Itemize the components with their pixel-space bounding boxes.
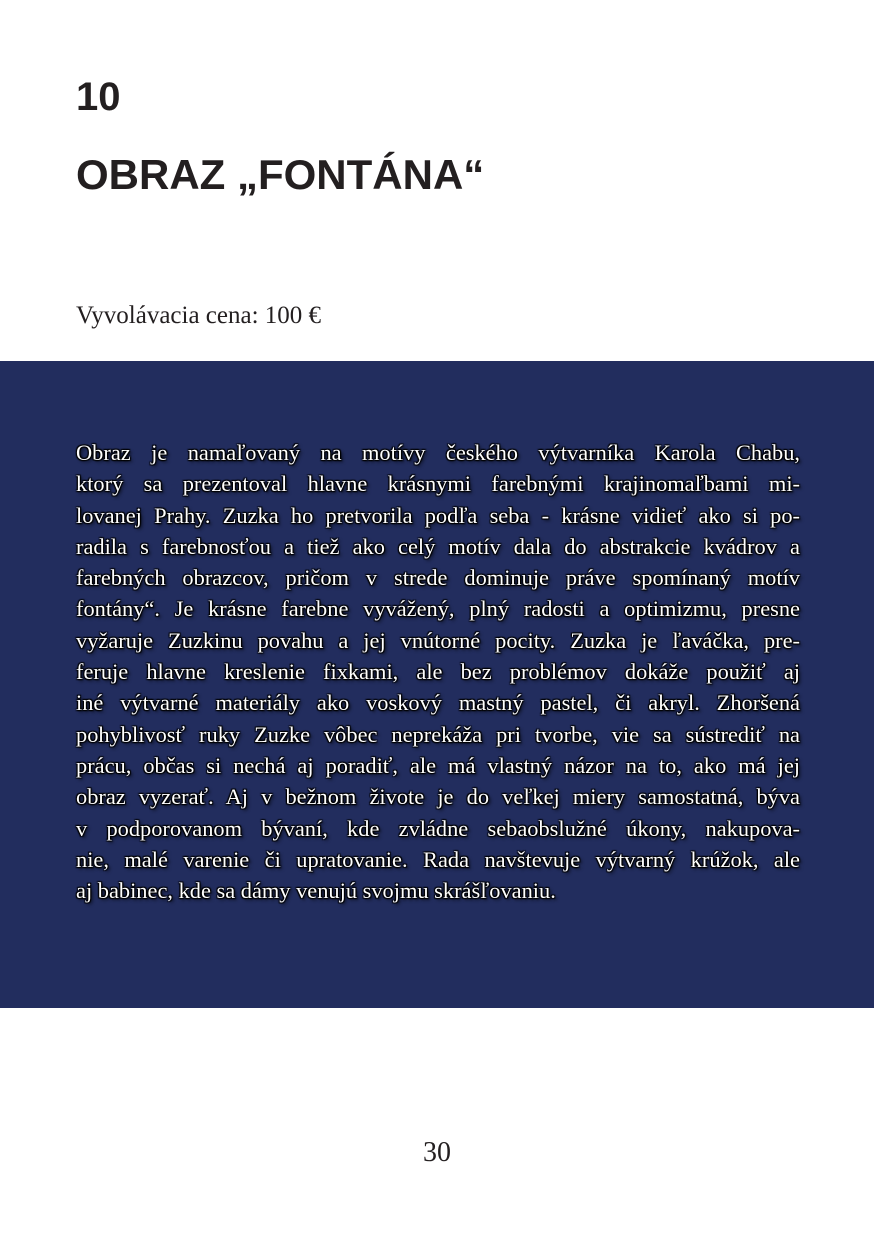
description-line: iné výtvarné materiály ako voskový mastný pastel, či akryl. Zhoršená — [76, 690, 800, 716]
description-line: obraz vyzerať. Aj v bežnom živote je do veľkej miery samostatná, býva — [76, 784, 800, 810]
description-line: pohyblivosť ruky Zuzke vôbec neprekáža pri tvorbe, vie sa sústrediť na — [76, 721, 800, 747]
description-line: Obraz je namaľovaný na motívy českého výtvarníka Karola Chabu, — [76, 440, 800, 465]
description-line: aj babinec, kde sa dámy venujú svojmu skrášľovaniu. — [76, 878, 556, 904]
description-line: vyžaruje Zuzkinu povahu a jej vnútorné pocity. Zuzka je ľaváčka, pre- — [76, 627, 800, 653]
description-line: prácu, občas si nechá aj poradiť, ale má vlastný názor na to, ako má jej — [76, 752, 800, 778]
starting-price: Vyvolávacia cena: 100 € — [76, 302, 322, 329]
description-line: fontány“. Je krásne farebne vyvážený, plný radosti a optimizmu, presne — [76, 596, 800, 622]
item-number: 10 — [76, 75, 121, 119]
description-line: feruje hlavne kreslenie fixkami, ale bez problémov dokáže použiť aj — [76, 659, 800, 685]
description-line: farebných obrazcov, pričom v strede dominuje práve spomínaný motív — [76, 565, 800, 591]
page-number: 30 — [423, 1137, 451, 1168]
description-line: lovanej Prahy. Zuzka ho pretvorila podľa seba - krásne vidieť ako si po- — [76, 502, 800, 528]
description-line: v podporovanom bývaní, kde zvládne sebaobslužné úkony, nakupova- — [76, 815, 800, 841]
description-line: radila s farebnosťou a tiež ako celý motív dala do abstrakcie kvádrov a — [76, 533, 800, 559]
description-line: ktorý sa prezentoval hlavne krásnymi farebnými krajinomaľbami mi- — [76, 471, 800, 497]
artwork-description — [76, 437, 800, 906]
description-line: nie, malé varenie či upratovanie. Rada navštevuje výtvarný krúžok, ale — [76, 846, 800, 872]
artwork-title: OBRAZ „FONTÁNA“ — [76, 151, 485, 198]
